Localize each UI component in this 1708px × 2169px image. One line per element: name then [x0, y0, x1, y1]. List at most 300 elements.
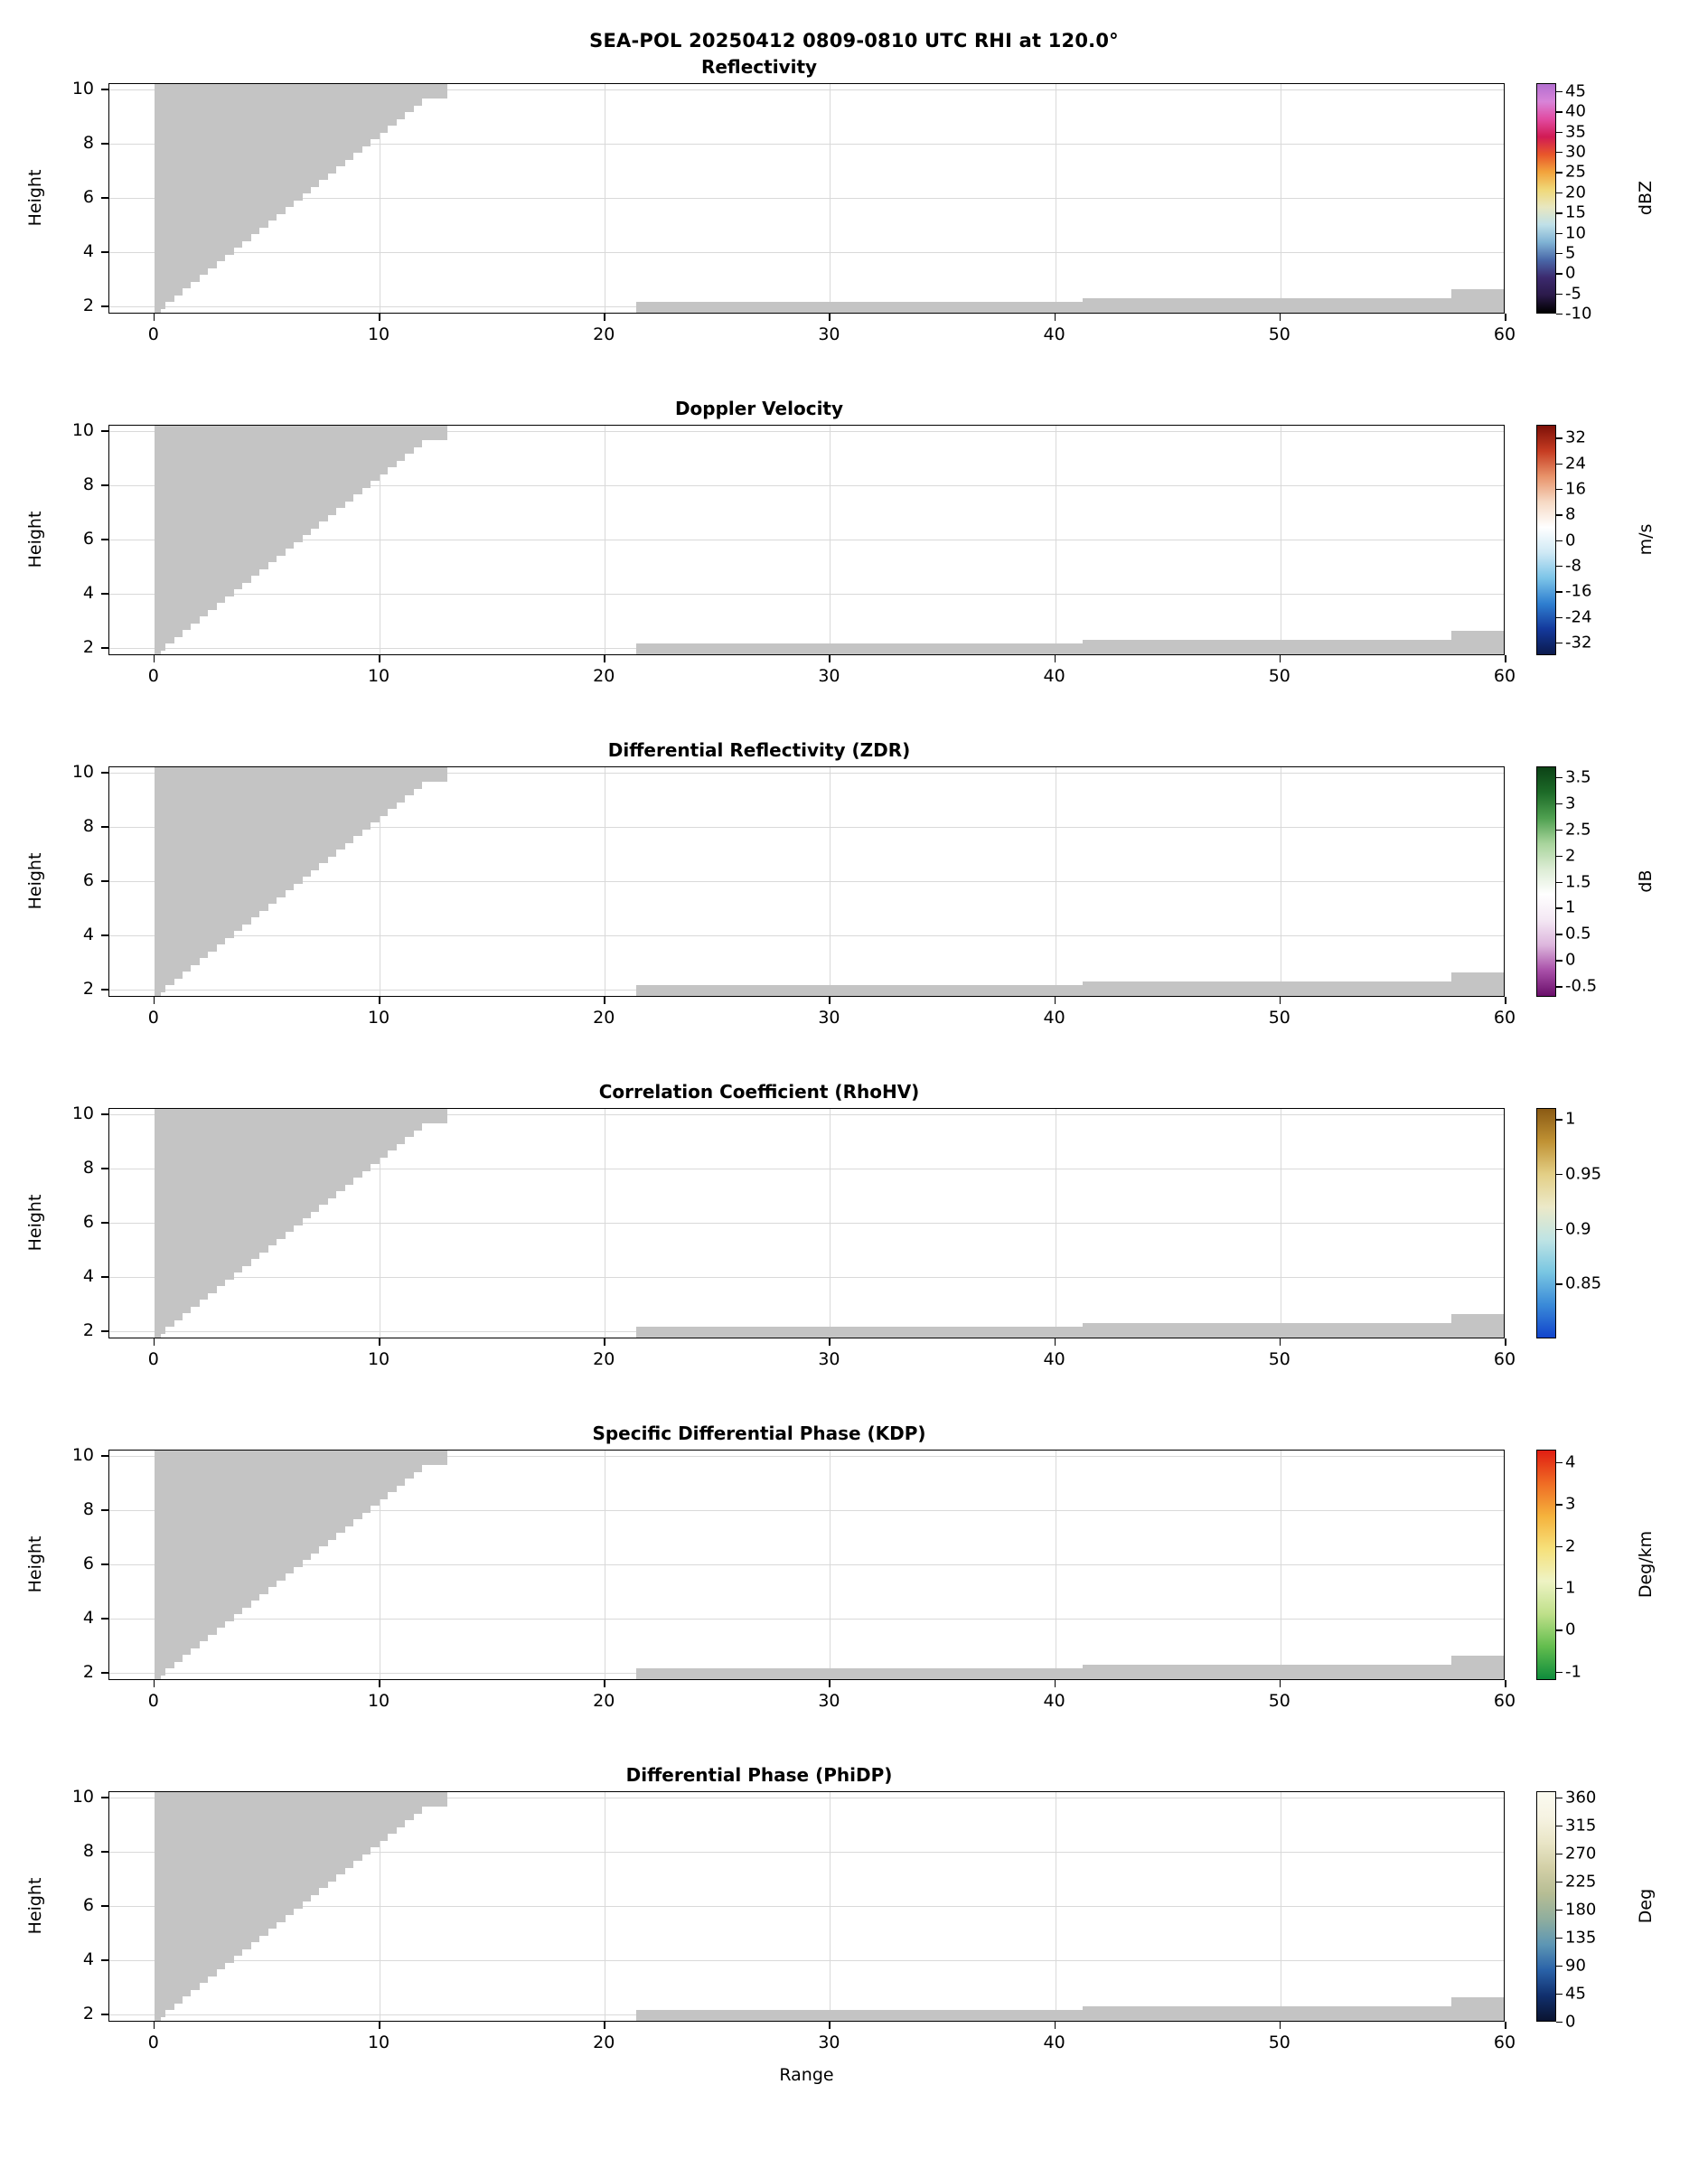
colorbar-tick — [1556, 1629, 1563, 1630]
colorbar — [1536, 766, 1556, 997]
x-axis-tick-label: 20 — [593, 324, 615, 344]
masked-clutter-band — [636, 2010, 1082, 2022]
masked-clutter-band — [636, 302, 1082, 314]
colorbar-tick — [1556, 1938, 1563, 1939]
y-axis-label: Height — [25, 1535, 45, 1592]
y-axis-tick — [101, 1851, 108, 1853]
y-axis-tick — [101, 1455, 108, 1457]
x-axis-tick — [1280, 314, 1281, 321]
x-axis-tick — [604, 1680, 605, 1687]
colorbar-tick-label: 15 — [1565, 202, 1586, 222]
y-axis-tick — [101, 305, 108, 307]
y-axis-tick-label: 8 — [82, 1158, 94, 1178]
colorbar-tick — [1556, 591, 1563, 592]
y-axis-tick — [101, 647, 108, 649]
x-axis-tick — [379, 2022, 380, 2029]
x-axis-tick-label: 30 — [818, 1008, 840, 1028]
panel-title: Differential Phase (PhiDP) — [625, 1764, 893, 1786]
masked-wedge-step — [155, 650, 161, 656]
y-axis-tick — [101, 1959, 108, 1961]
masked-wedge-step — [155, 2016, 161, 2023]
y-axis-tick-label: 4 — [82, 583, 94, 603]
colorbar-tick-label: 0 — [1565, 263, 1576, 283]
y-axis-tick-label: 6 — [82, 187, 94, 207]
colorbar-tick-label: -8 — [1565, 556, 1581, 576]
colorbar-tick-label: 3.5 — [1565, 767, 1591, 787]
x-axis-tick — [379, 997, 380, 1004]
colorbar — [1536, 1450, 1556, 1680]
x-axis-tick — [1280, 1680, 1281, 1687]
y-axis-tick — [101, 1330, 108, 1332]
x-axis-tick-label: 10 — [367, 1691, 390, 1711]
x-axis-tick — [1055, 655, 1056, 662]
y-axis-tick-label: 2 — [82, 637, 94, 657]
y-axis-tick — [101, 251, 108, 253]
colorbar — [1536, 1108, 1556, 1338]
colorbar-tick — [1556, 617, 1563, 618]
colorbar-tick — [1556, 540, 1563, 541]
x-axis-tick-label: 50 — [1268, 324, 1290, 344]
colorbar-tick — [1556, 233, 1563, 234]
colorbar — [1536, 1791, 1556, 2022]
colorbar-tick-label: -10 — [1565, 304, 1592, 324]
x-axis-tick — [1055, 1680, 1056, 1687]
plot-area — [108, 83, 1505, 314]
colorbar-tick-label: 225 — [1565, 1872, 1597, 1892]
colorbar-tick — [1556, 1546, 1563, 1547]
colorbar-tick-label: 10 — [1565, 223, 1586, 243]
colorbar-tick — [1556, 986, 1563, 987]
chart-panel — [0, 1764, 1708, 2076]
y-axis-tick-label: 2 — [82, 1662, 94, 1682]
colorbar-tick-label: 3 — [1565, 1494, 1576, 1514]
x-axis-tick-label: 60 — [1493, 1008, 1516, 1028]
x-axis-tick — [1505, 997, 1506, 1004]
x-axis-tick — [604, 1338, 605, 1346]
chart-panel — [0, 1423, 1708, 1734]
y-axis-tick — [101, 484, 108, 486]
y-axis-tick — [101, 1797, 108, 1798]
x-axis-tick-label: 0 — [147, 2033, 159, 2052]
y-axis-tick — [101, 772, 108, 774]
x-axis-tick-label: 30 — [818, 2033, 840, 2052]
plot-area — [108, 425, 1505, 655]
x-axis-tick — [1505, 655, 1506, 662]
plot-area — [108, 1791, 1505, 2022]
colorbar-tick — [1556, 803, 1563, 804]
colorbar-tick-label: 0 — [1565, 2012, 1576, 2032]
figure-suptitle: SEA-POL 20250412 0809-0810 UTC RHI at 120.0° — [589, 30, 1119, 52]
colorbar-tick — [1556, 273, 1563, 274]
masked-clutter-band — [636, 985, 1082, 997]
masked-data-region — [109, 1109, 1504, 1338]
colorbar-tick — [1556, 172, 1563, 173]
chart-panel — [0, 56, 1708, 368]
colorbar-tick — [1556, 192, 1563, 193]
colorbar-tick-label: 8 — [1565, 504, 1576, 524]
x-axis-tick-label: 0 — [147, 1008, 159, 1028]
y-axis-tick — [101, 1672, 108, 1674]
x-axis-tick-label: 60 — [1493, 2033, 1516, 2052]
x-axis-tick — [379, 655, 380, 662]
chart-panel — [0, 739, 1708, 1051]
x-axis-tick — [604, 2022, 605, 2029]
masked-data-region — [109, 84, 1504, 313]
x-axis-tick-label: 50 — [1268, 2033, 1290, 2052]
colorbar-tick — [1556, 1119, 1563, 1120]
x-axis-tick — [1055, 1338, 1056, 1346]
masked-wedge-step — [155, 1333, 161, 1339]
colorbar-unit-label: dBZ — [1636, 180, 1656, 215]
y-axis-tick — [101, 2014, 108, 2015]
colorbar-tick — [1556, 1672, 1563, 1673]
y-axis-tick — [101, 1222, 108, 1224]
masked-clutter-band — [1451, 289, 1505, 314]
x-axis-tick — [829, 314, 831, 321]
x-axis-tick — [604, 314, 605, 321]
figure-xlabel: Range — [779, 2065, 834, 2085]
x-axis-tick — [1505, 2022, 1506, 2029]
colorbar-tick-label: 0.5 — [1565, 924, 1591, 944]
colorbar-tick-label: 1 — [1565, 1578, 1576, 1598]
x-axis-tick — [154, 1680, 155, 1687]
colorbar-tick — [1556, 1882, 1563, 1883]
colorbar-tick — [1556, 830, 1563, 831]
y-axis-label: Height — [25, 1194, 45, 1251]
masked-clutter-band — [1451, 1314, 1505, 1338]
x-axis-tick — [379, 314, 380, 321]
colorbar-tick-label: 25 — [1565, 162, 1586, 182]
y-axis-tick-label: 4 — [82, 1266, 94, 1286]
y-axis-tick-label: 4 — [82, 1608, 94, 1628]
colorbar-tick-label: 0.9 — [1565, 1219, 1591, 1239]
colorbar-tick-label: -16 — [1565, 581, 1592, 601]
y-axis-tick — [101, 1618, 108, 1620]
y-axis-tick-label: 6 — [82, 529, 94, 549]
masked-clutter-band — [1451, 1656, 1505, 1680]
x-axis-tick — [1055, 997, 1056, 1004]
masked-wedge-step — [155, 308, 161, 315]
y-axis-tick-label: 8 — [82, 474, 94, 494]
panel-title: Specific Differential Phase (KDP) — [592, 1423, 926, 1444]
x-axis-tick — [1505, 314, 1506, 321]
x-axis-tick-label: 20 — [593, 1349, 615, 1369]
colorbar-tick-label: -32 — [1565, 633, 1592, 653]
colorbar-tick — [1556, 464, 1563, 465]
y-axis-tick-label: 10 — [71, 1445, 94, 1465]
x-axis-tick — [829, 2022, 831, 2029]
x-axis-tick-label: 40 — [1043, 1349, 1065, 1369]
y-axis-tick — [101, 826, 108, 828]
colorbar-tick — [1556, 437, 1563, 438]
colorbar-tick-label: 315 — [1565, 1816, 1597, 1836]
x-axis-tick — [1505, 1338, 1506, 1346]
colorbar-unit-label: m/s — [1636, 523, 1656, 555]
y-axis-tick — [101, 539, 108, 540]
colorbar — [1536, 83, 1556, 314]
colorbar-tick-label: 0 — [1565, 531, 1576, 549]
x-axis-tick-label: 30 — [818, 1349, 840, 1369]
masked-data-region — [109, 426, 1504, 654]
colorbar-tick — [1556, 1966, 1563, 1967]
x-axis-tick — [154, 655, 155, 662]
y-axis-tick-label: 2 — [82, 2004, 94, 2023]
masked-data-region — [109, 1792, 1504, 2021]
y-axis-label: Height — [25, 1877, 45, 1934]
colorbar-tick — [1556, 132, 1563, 133]
colorbar-tick-label: 20 — [1565, 183, 1586, 202]
x-axis-tick-label: 60 — [1493, 324, 1516, 344]
chart-panel — [0, 1081, 1708, 1393]
y-axis-tick-label: 10 — [71, 1787, 94, 1807]
colorbar-tick — [1556, 777, 1563, 778]
y-axis-tick — [101, 1168, 108, 1169]
x-axis-tick-label: 60 — [1493, 1349, 1516, 1369]
y-axis-label: Height — [25, 852, 45, 909]
x-axis-tick — [154, 997, 155, 1004]
x-axis-tick — [1505, 1680, 1506, 1687]
y-axis-tick-label: 8 — [82, 1841, 94, 1861]
masked-clutter-band — [1451, 631, 1505, 655]
y-axis-tick-label: 6 — [82, 1212, 94, 1232]
y-axis-tick-label: 8 — [82, 133, 94, 153]
x-axis-tick-label: 40 — [1043, 324, 1065, 344]
panel-title: Differential Reflectivity (ZDR) — [607, 739, 911, 761]
y-axis-tick-label: 4 — [82, 925, 94, 944]
x-axis-tick-label: 60 — [1493, 1691, 1516, 1711]
x-axis-tick-label: 10 — [367, 2033, 390, 2052]
colorbar-tick — [1556, 566, 1563, 567]
x-axis-tick — [604, 997, 605, 1004]
chart-panel — [0, 398, 1708, 709]
x-axis-tick-label: 0 — [147, 1349, 159, 1369]
y-axis-tick-label: 2 — [82, 1320, 94, 1340]
panel-title: Doppler Velocity — [674, 398, 844, 419]
colorbar-tick-label: 0 — [1565, 1620, 1576, 1639]
masked-clutter-band — [1083, 1323, 1452, 1338]
colorbar-tick-label: 2 — [1565, 1536, 1576, 1556]
masked-clutter-band — [1083, 298, 1452, 314]
y-axis-tick-label: 2 — [82, 979, 94, 999]
colorbar-tick-label: 30 — [1565, 142, 1586, 162]
masked-clutter-band — [1451, 972, 1505, 997]
colorbar-tick-label: 40 — [1565, 101, 1586, 121]
x-axis-tick-label: 40 — [1043, 2033, 1065, 2052]
x-axis-tick — [1280, 655, 1281, 662]
colorbar-tick-label: 45 — [1565, 1984, 1586, 2004]
y-axis-tick — [101, 430, 108, 432]
colorbar-tick-label: 90 — [1565, 1956, 1586, 1976]
colorbar-tick-label: 16 — [1565, 479, 1586, 499]
colorbar-unit-label: dB — [1636, 869, 1656, 893]
x-axis-tick-label: 60 — [1493, 666, 1516, 686]
colorbar-tick — [1556, 314, 1563, 315]
plot-area — [108, 1450, 1505, 1680]
x-axis-tick — [1280, 2022, 1281, 2029]
masked-clutter-band — [636, 1668, 1082, 1680]
x-axis-tick — [154, 1338, 155, 1346]
y-axis-tick — [101, 89, 108, 90]
colorbar-tick — [1556, 212, 1563, 213]
x-axis-tick-label: 40 — [1043, 666, 1065, 686]
x-axis-tick-label: 10 — [367, 1008, 390, 1028]
y-axis-tick — [101, 1113, 108, 1115]
x-axis-tick — [379, 1680, 380, 1687]
x-axis-tick — [1280, 997, 1281, 1004]
colorbar-tick-label: -0.5 — [1565, 976, 1598, 996]
colorbar-tick-label: 1 — [1565, 897, 1576, 917]
colorbar-tick — [1556, 152, 1563, 153]
colorbar-tick-label: -24 — [1565, 607, 1592, 626]
colorbar-tick-label: 24 — [1565, 454, 1586, 473]
colorbar-tick-label: 2.5 — [1565, 820, 1591, 840]
panel-title: Reflectivity — [700, 56, 818, 78]
y-axis-tick-label: 10 — [71, 79, 94, 99]
x-axis-tick — [829, 1680, 831, 1687]
colorbar-tick — [1556, 1994, 1563, 1995]
colorbar-tick — [1556, 1588, 1563, 1589]
x-axis-tick-label: 20 — [593, 1691, 615, 1711]
y-axis-tick-label: 6 — [82, 1895, 94, 1915]
colorbar-tick — [1556, 1229, 1563, 1230]
x-axis-tick-label: 50 — [1268, 1691, 1290, 1711]
x-axis-tick-label: 0 — [147, 1691, 159, 1711]
masked-clutter-band — [636, 1327, 1082, 1338]
x-axis-tick-label: 30 — [818, 1691, 840, 1711]
y-axis-tick — [101, 1905, 108, 1907]
colorbar-tick-label: 45 — [1565, 81, 1586, 101]
colorbar-tick — [1556, 960, 1563, 961]
colorbar-tick-label: 270 — [1565, 1844, 1597, 1864]
colorbar-tick-label: 4 — [1565, 1452, 1576, 1472]
colorbar-tick — [1556, 2022, 1563, 2023]
x-axis-tick-label: 10 — [367, 666, 390, 686]
x-axis-tick — [154, 2022, 155, 2029]
y-axis-tick-label: 6 — [82, 870, 94, 890]
colorbar-tick-label: 1 — [1565, 1109, 1576, 1129]
y-axis-tick-label: 8 — [82, 1499, 94, 1519]
x-axis-tick — [829, 655, 831, 662]
masked-data-region — [109, 767, 1504, 996]
colorbar-tick-label: 0.95 — [1565, 1164, 1602, 1184]
panel-title: Correlation Coefficient (RhoHV) — [598, 1081, 920, 1103]
x-axis-tick-label: 30 — [818, 666, 840, 686]
y-axis-tick — [101, 989, 108, 991]
y-axis-tick-label: 4 — [82, 1949, 94, 1969]
masked-clutter-band — [1083, 640, 1452, 655]
x-axis-tick — [379, 1338, 380, 1346]
x-axis-tick-label: 40 — [1043, 1008, 1065, 1028]
x-axis-tick-label: 0 — [147, 666, 159, 686]
y-axis-tick — [101, 197, 108, 199]
x-axis-tick-label: 20 — [593, 2033, 615, 2052]
x-axis-tick-label: 10 — [367, 324, 390, 344]
x-axis-tick-label: 10 — [367, 1349, 390, 1369]
x-axis-tick-label: 50 — [1268, 1349, 1290, 1369]
x-axis-tick-label: 0 — [147, 324, 159, 344]
x-axis-tick-label: 50 — [1268, 666, 1290, 686]
x-axis-tick — [1055, 314, 1056, 321]
y-axis-tick — [101, 1563, 108, 1565]
masked-clutter-band — [1451, 1997, 1505, 2022]
y-axis-tick — [101, 143, 108, 145]
x-axis-tick-label: 30 — [818, 324, 840, 344]
colorbar-tick — [1556, 882, 1563, 883]
masked-clutter-band — [1083, 1665, 1452, 1680]
y-axis-tick — [101, 1509, 108, 1511]
masked-clutter-band — [636, 643, 1082, 655]
masked-clutter-band — [1083, 2006, 1452, 2022]
y-axis-tick-label: 10 — [71, 762, 94, 782]
colorbar-tick-label: 0 — [1565, 950, 1576, 970]
colorbar-unit-label: Deg/km — [1636, 1530, 1656, 1598]
y-axis-tick-label: 10 — [71, 420, 94, 440]
colorbar-tick-label: 3 — [1565, 793, 1576, 813]
x-axis-tick-label: 20 — [593, 1008, 615, 1028]
colorbar-tick — [1556, 1174, 1563, 1175]
colorbar-tick-label: 180 — [1565, 1900, 1597, 1920]
y-axis-tick — [101, 593, 108, 595]
colorbar-tick — [1556, 91, 1563, 92]
colorbar-tick — [1556, 856, 1563, 857]
x-axis-tick — [829, 1338, 831, 1346]
colorbar-tick — [1556, 907, 1563, 908]
colorbar-tick — [1556, 1283, 1563, 1284]
x-axis-tick — [154, 314, 155, 321]
colorbar-tick — [1556, 489, 1563, 490]
y-axis-tick — [101, 1276, 108, 1278]
y-axis-tick-label: 2 — [82, 296, 94, 315]
y-axis-tick — [101, 934, 108, 936]
x-axis-tick — [1280, 1338, 1281, 1346]
colorbar-tick — [1556, 1462, 1563, 1463]
plot-area — [108, 766, 1505, 997]
colorbar-tick — [1556, 514, 1563, 515]
y-axis-tick-label: 4 — [82, 241, 94, 261]
masked-wedge-step — [155, 1675, 161, 1681]
colorbar-tick-label: 5 — [1565, 243, 1576, 263]
colorbar-tick-label: -1 — [1565, 1662, 1581, 1682]
x-axis-tick-label: 40 — [1043, 1691, 1065, 1711]
y-axis-tick-label: 10 — [71, 1103, 94, 1123]
colorbar-tick — [1556, 294, 1563, 295]
colorbar-tick-label: -5 — [1565, 284, 1581, 304]
y-axis-tick — [101, 880, 108, 882]
masked-clutter-band — [1083, 981, 1452, 997]
colorbar-tick — [1556, 1910, 1563, 1911]
colorbar-tick — [1556, 111, 1563, 112]
x-axis-tick-label: 50 — [1268, 1008, 1290, 1028]
y-axis-tick-label: 6 — [82, 1554, 94, 1573]
x-axis-tick-label: 20 — [593, 666, 615, 686]
colorbar-tick — [1556, 253, 1563, 254]
plot-area — [108, 1108, 1505, 1338]
masked-data-region — [109, 1451, 1504, 1679]
colorbar — [1536, 425, 1556, 655]
y-axis-tick-label: 8 — [82, 816, 94, 836]
colorbar-tick — [1556, 1504, 1563, 1505]
colorbar-unit-label: Deg — [1636, 1888, 1656, 1923]
y-axis-label: Height — [25, 511, 45, 568]
x-axis-tick — [829, 997, 831, 1004]
colorbar-tick-label: 1.5 — [1565, 872, 1591, 891]
colorbar-tick-label: 135 — [1565, 1928, 1597, 1948]
masked-wedge-step — [155, 991, 161, 998]
colorbar-tick-label: 360 — [1565, 1788, 1597, 1808]
y-axis-label: Height — [25, 169, 45, 226]
colorbar-tick-label: 32 — [1565, 427, 1586, 447]
colorbar-tick-label: 0.85 — [1565, 1273, 1602, 1293]
